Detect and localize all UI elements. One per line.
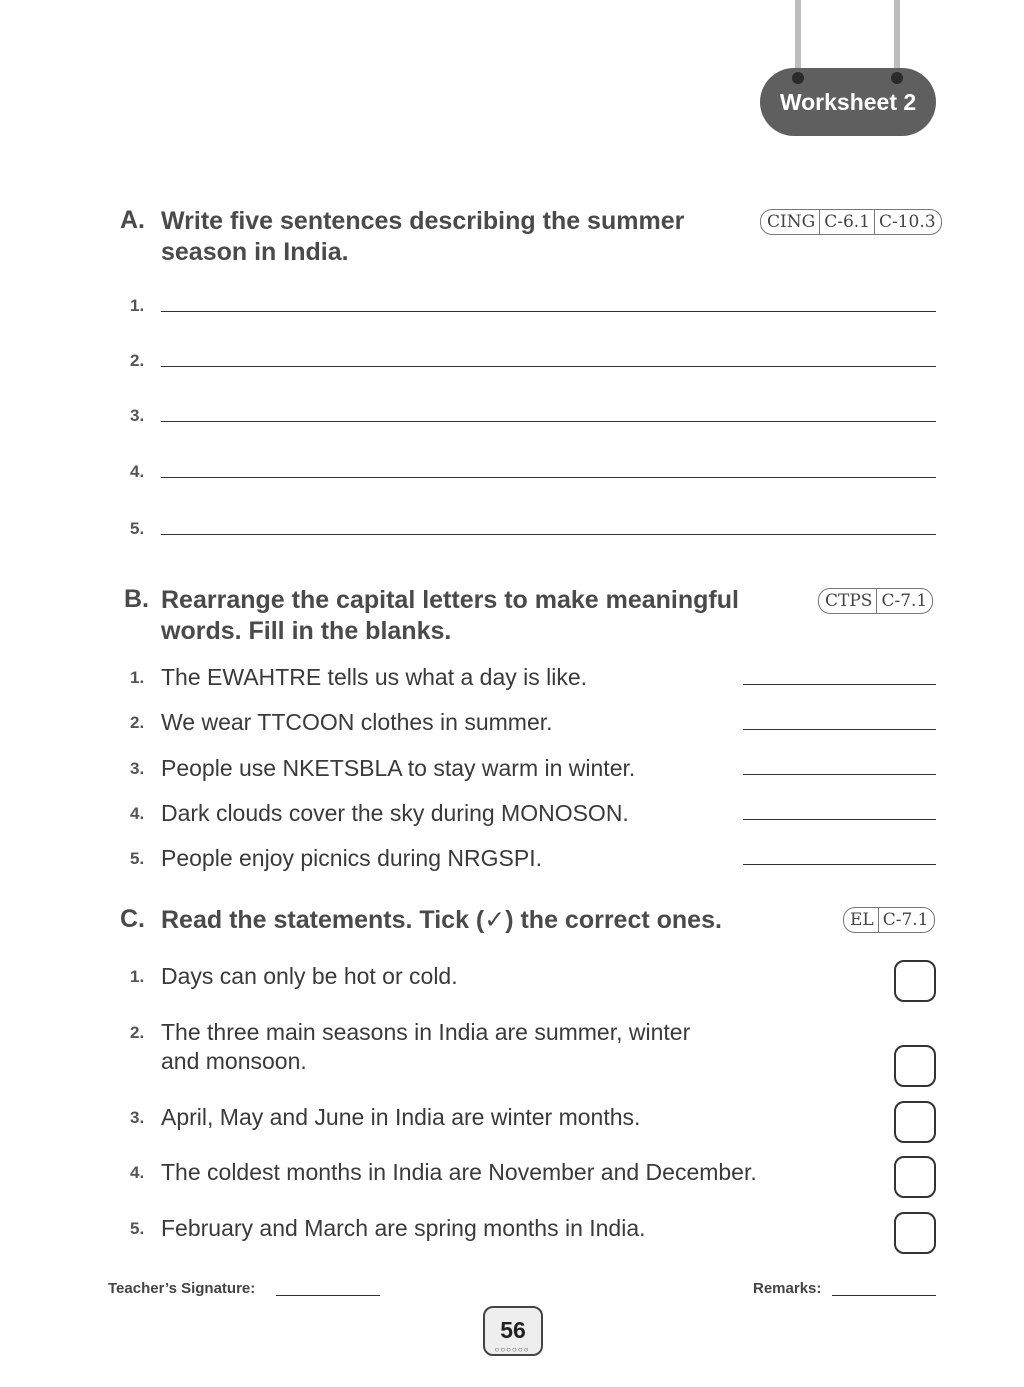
fill-blank[interactable] <box>743 864 936 865</box>
page-badge-dots-icon: ○○○○○○ <box>494 1345 530 1354</box>
statement-number: 1. <box>130 967 145 986</box>
code-tag: C-10.3 <box>874 210 941 234</box>
section-a-letter: A. <box>120 206 145 234</box>
statement-number: 2. <box>130 1023 145 1042</box>
section-b-title-line1: Rearrange the capital letters to make meaningful <box>161 586 739 614</box>
fill-blank[interactable] <box>743 729 936 730</box>
question-number: 4. <box>130 804 145 823</box>
code-tag: C-6.1 <box>819 210 874 234</box>
statement-number: 4. <box>130 1163 145 1182</box>
statement-text: The three main seasons in India are summer, winter <box>161 1019 691 1045</box>
answer-line[interactable] <box>161 421 936 422</box>
section-b-letter: B. <box>124 585 149 613</box>
section-c-code-badge <box>843 907 935 933</box>
teacher-signature-line[interactable] <box>276 1295 380 1296</box>
section-c-letter: C. <box>120 905 145 933</box>
question-number: 3. <box>130 759 145 778</box>
tag-hole-right <box>891 72 903 84</box>
tag-hole-left <box>792 72 804 84</box>
code-tag: C-7.1 <box>878 908 934 932</box>
question-number: 5. <box>130 849 145 868</box>
section-b-code-badge <box>818 588 933 614</box>
answer-line[interactable] <box>161 311 936 312</box>
question-text: We wear TTCOON clothes in summer. <box>161 709 553 735</box>
section-a-code-badge <box>760 209 942 235</box>
answer-line-number: 4. <box>130 462 145 481</box>
code-tag: CTPS <box>825 591 873 611</box>
remarks-label: Remarks: <box>753 1280 822 1297</box>
question-text: People enjoy picnics during NRGSPI. <box>161 845 542 871</box>
statement-number: 5. <box>130 1219 145 1238</box>
tick-box[interactable] <box>894 1212 936 1254</box>
section-c-title: Read the statements. Tick (✓) the correct ones. <box>161 906 722 934</box>
statement-text-continued: and monsoon. <box>161 1048 307 1074</box>
answer-line[interactable] <box>161 534 936 535</box>
fill-blank[interactable] <box>743 684 936 685</box>
answer-line-number: 5. <box>130 519 145 538</box>
teacher-signature-label: Teacher’s Signature: <box>108 1280 256 1297</box>
section-a-title-line2: season in India. <box>161 238 349 266</box>
fill-blank[interactable] <box>743 774 936 775</box>
tick-box[interactable] <box>894 1101 936 1143</box>
answer-line[interactable] <box>161 477 936 478</box>
answer-line-number: 1. <box>130 296 145 315</box>
tag-hanger-right <box>894 0 900 78</box>
code-tag: EL <box>850 910 874 930</box>
answer-line-number: 3. <box>130 406 145 425</box>
tick-box[interactable] <box>894 1045 936 1087</box>
question-number: 2. <box>130 713 145 732</box>
tick-box[interactable] <box>894 960 936 1002</box>
answer-line-number: 2. <box>130 351 145 370</box>
section-b-title-line2: words. Fill in the blanks. <box>161 617 452 645</box>
remarks-line[interactable] <box>832 1295 936 1296</box>
question-text: People use NKETSBLA to stay warm in winter. <box>161 755 636 781</box>
statement-text: The coldest months in India are November and December. <box>161 1159 757 1185</box>
question-text: Dark clouds cover the sky during MONOSON. <box>161 800 629 826</box>
tick-box[interactable] <box>894 1156 936 1198</box>
statement-text: April, May and June in India are winter months. <box>161 1104 641 1130</box>
statement-text: February and March are spring months in India. <box>161 1215 646 1241</box>
question-text: The EWAHTRE tells us what a day is like. <box>161 664 588 690</box>
statement-text: Days can only be hot or cold. <box>161 963 458 989</box>
statement-number: 3. <box>130 1108 145 1127</box>
answer-line[interactable] <box>161 366 936 367</box>
tag-hanger-left <box>795 0 801 78</box>
code-tag: CING <box>767 212 816 232</box>
section-a-title-line1: Write five sentences describing the summer <box>161 207 685 235</box>
question-number: 1. <box>130 668 145 687</box>
code-tag: C-7.1 <box>876 589 932 613</box>
page-number: 56 <box>500 1317 526 1343</box>
fill-blank[interactable] <box>743 819 936 820</box>
worksheet-label: Worksheet 2 <box>760 68 936 136</box>
